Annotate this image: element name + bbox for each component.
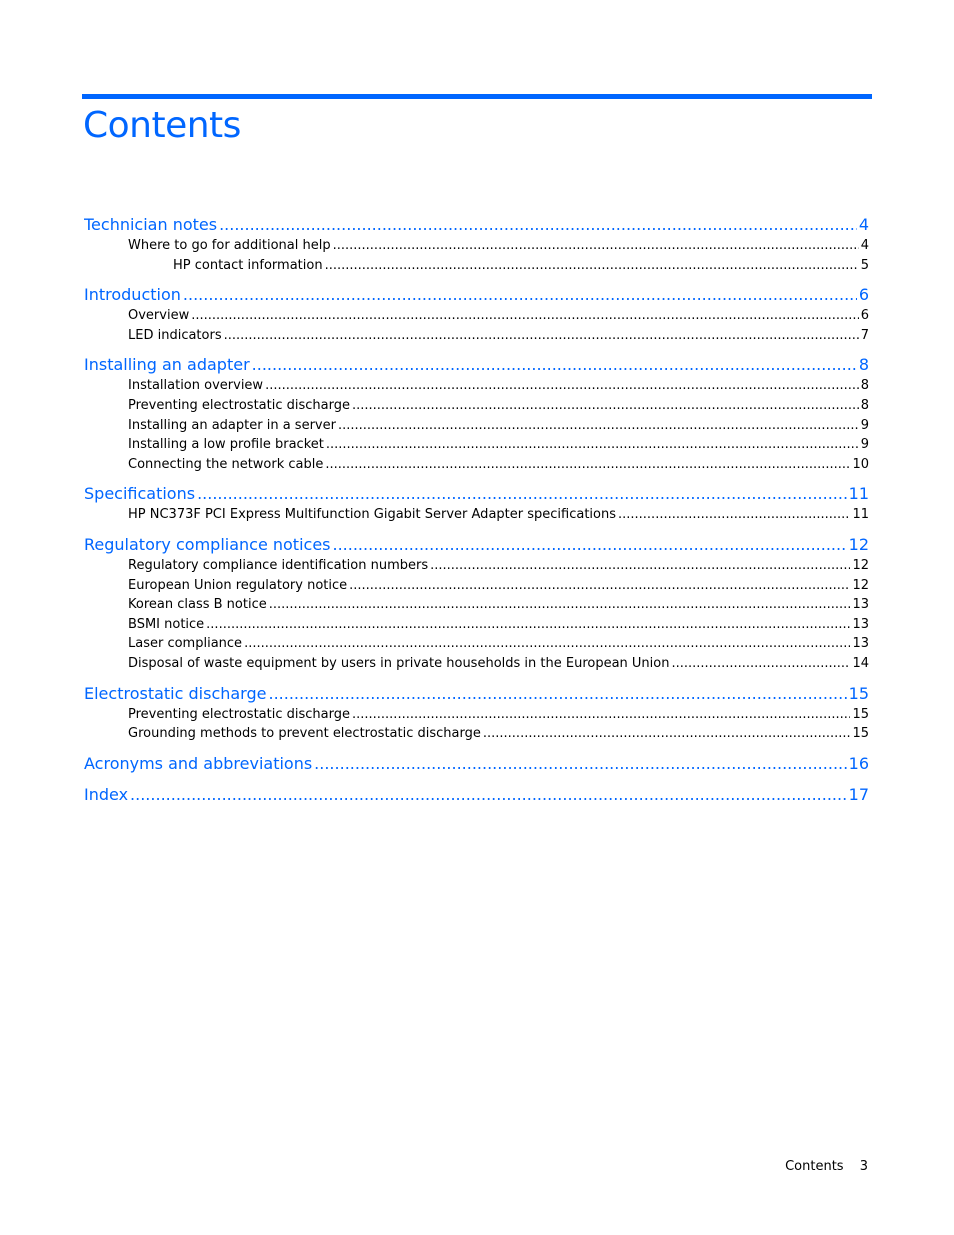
toc-chapter-link[interactable] [84, 284, 869, 306]
toc-entry-title: HP NC373F PCI Express Multifunction Gigabit Server Adapter specifications [128, 507, 616, 523]
dot-leader [333, 534, 847, 556]
dot-leader [265, 376, 859, 396]
toc-section-link[interactable] [84, 654, 869, 674]
toc-entry-page-number: 6 [860, 308, 869, 324]
toc-entry-title: HP contact information [173, 257, 323, 273]
toc-section-link[interactable] [84, 505, 869, 525]
toc-entry-title: Preventing electrostatic discharge [128, 397, 350, 413]
footer-label: Contents [785, 1159, 844, 1174]
toc-section-link[interactable] [84, 435, 869, 455]
toc-entry-page-number: 13 [852, 636, 869, 652]
toc-entry-page-number: 4 [858, 215, 869, 234]
toc-entry-title: Laser compliance [128, 636, 243, 652]
toc-entry-page-number: 8 [860, 378, 869, 394]
toc-entry-title: Installation overview [128, 378, 264, 394]
toc-section-link[interactable] [84, 376, 869, 396]
toc-section-link[interactable] [84, 595, 869, 615]
toc-entry-title: Index [84, 784, 129, 804]
toc-entry-page-number: 14 [852, 655, 869, 671]
dot-leader [314, 753, 846, 775]
toc-entry-page-number: 11 [848, 484, 869, 504]
toc-entry-title: Where to go for additional help [128, 238, 331, 253]
toc-chapter-link[interactable] [84, 753, 869, 775]
toc-entry-title: BSMI notice [128, 616, 205, 632]
toc-chapter-link[interactable] [84, 784, 869, 806]
toc-entry-title: Regulatory compliance notices [84, 534, 331, 554]
dot-leader [197, 483, 847, 505]
dot-leader [252, 354, 857, 376]
footer-page-number: 3 [859, 1159, 868, 1174]
dot-leader [618, 505, 850, 525]
toc-entry-page-number: 17 [848, 784, 869, 804]
toc-section-link[interactable] [84, 416, 869, 436]
toc-section-link[interactable] [84, 705, 869, 725]
toc-entry-page-number: 16 [848, 753, 869, 773]
dot-leader [244, 634, 850, 654]
toc-entry-title: Introduction [84, 285, 181, 305]
toc-entry-title: Acronyms and abbreviations [84, 753, 313, 773]
toc-entry-title: Preventing electrostatic discharge [128, 706, 350, 722]
dot-leader [333, 236, 859, 256]
toc-section-link[interactable] [84, 326, 869, 346]
toc-chapter-link[interactable] [84, 683, 869, 705]
dot-leader [130, 784, 847, 806]
toc-section-link[interactable] [84, 556, 869, 576]
toc-entry-title: Installing a low profile bracket [128, 437, 324, 453]
dot-leader [191, 306, 859, 326]
toc-chapter-link[interactable] [84, 354, 869, 376]
page-title: Contents [83, 105, 241, 146]
toc-entry-title: Specifications [84, 484, 196, 504]
toc-section-link[interactable] [84, 236, 869, 256]
dot-leader [352, 396, 859, 416]
toc-entry-title: Korean class B notice [128, 597, 267, 613]
toc-entry-page-number: 4 [860, 238, 869, 253]
dot-leader [206, 615, 850, 635]
toc-entry-title: Installing an adapter in a server [128, 417, 336, 433]
dot-leader [326, 435, 859, 455]
toc-section-link[interactable] [84, 455, 869, 475]
toc-entry-page-number: 6 [858, 285, 869, 305]
toc-entry-page-number: 12 [852, 577, 869, 593]
toc-entry-title: Disposal of waste equipment by users in private households in the European Union [128, 655, 670, 671]
toc-entry-page-number: 5 [860, 257, 869, 273]
dot-leader [483, 724, 851, 744]
table-of-contents [84, 214, 869, 806]
toc-entry-page-number: 11 [852, 507, 869, 523]
title-rule [82, 94, 872, 99]
toc-section-link[interactable] [84, 396, 869, 416]
toc-section-link[interactable] [84, 576, 869, 596]
toc-entry-page-number: 8 [860, 397, 869, 413]
dot-leader [183, 284, 857, 306]
toc-section-link[interactable] [84, 615, 869, 635]
dot-leader [269, 595, 851, 615]
toc-entry-title: Overview [128, 308, 190, 324]
dot-leader [430, 556, 850, 576]
toc-chapter-link[interactable] [84, 534, 869, 556]
dot-leader [219, 214, 857, 236]
toc-section-link[interactable] [84, 306, 869, 326]
dot-leader [268, 683, 846, 705]
toc-entry-page-number: 7 [860, 327, 869, 343]
toc-section-link[interactable] [84, 634, 869, 654]
toc-entry-page-number: 9 [860, 437, 869, 453]
toc-entry-page-number: 9 [860, 417, 869, 433]
toc-entry-page-number: 13 [852, 597, 869, 613]
toc-entry-title: Electrostatic discharge [84, 683, 267, 703]
toc-entry-page-number: 15 [852, 726, 869, 742]
toc-entry-page-number: 13 [852, 616, 869, 632]
dot-leader [338, 416, 859, 436]
toc-section-link[interactable] [84, 724, 869, 744]
toc-entry-title: Grounding methods to prevent electrostatic discharge [128, 726, 481, 742]
toc-entry-title: Installing an adapter [84, 355, 250, 375]
toc-entry-page-number: 8 [858, 355, 869, 375]
toc-chapter-link[interactable] [84, 214, 869, 236]
toc-entry-title: Connecting the network cable [128, 456, 324, 472]
dot-leader [352, 705, 850, 725]
dot-leader [349, 576, 850, 596]
toc-entry-page-number: 10 [852, 456, 869, 472]
toc-entry-page-number: 12 [848, 534, 869, 554]
dot-leader [325, 256, 859, 276]
toc-entry-title: Technician notes [84, 215, 218, 234]
toc-entry-title: LED indicators [128, 327, 222, 343]
dot-leader [224, 326, 859, 346]
toc-chapter-link[interactable] [84, 483, 869, 505]
toc-entry-title: European Union regulatory notice [128, 577, 348, 593]
dot-leader [325, 455, 850, 475]
toc-entry-page-number: 15 [852, 706, 869, 722]
toc-entry-page-number: 12 [852, 557, 869, 573]
page-footer [785, 1158, 868, 1176]
toc-entry-page-number: 15 [848, 683, 869, 703]
toc-entry-title: Regulatory compliance identification numbers [128, 557, 429, 573]
toc-section-link[interactable] [84, 256, 869, 276]
dot-leader [671, 654, 850, 674]
